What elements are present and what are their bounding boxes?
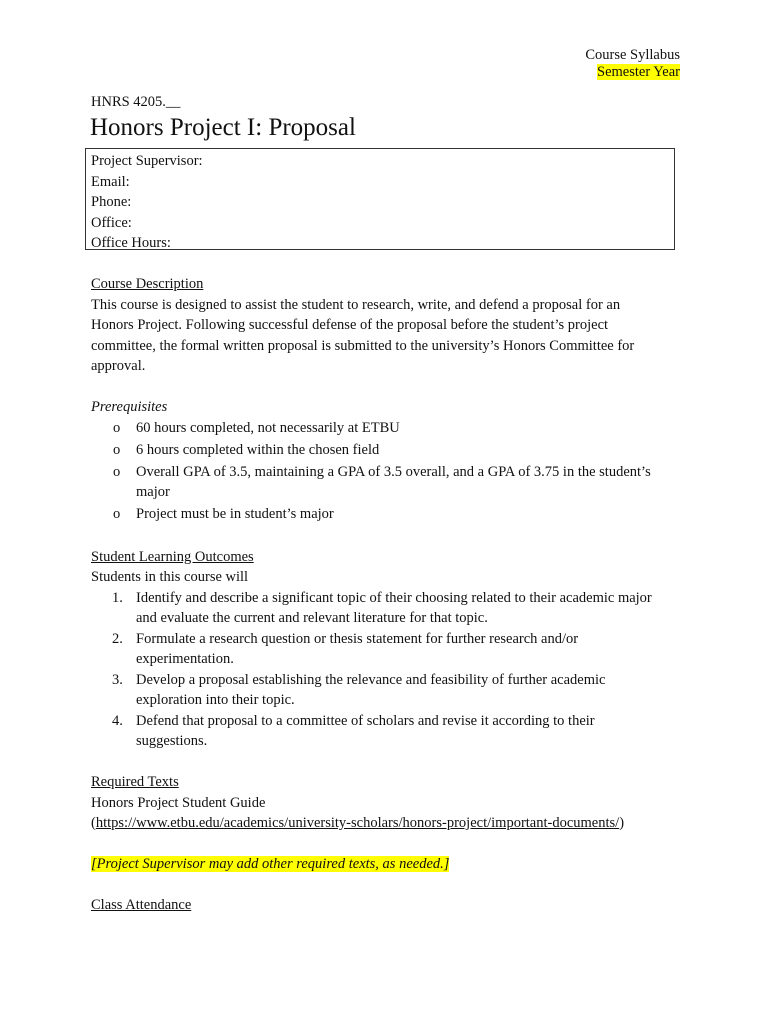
close-paren: ) bbox=[619, 815, 625, 831]
office-field: Office: bbox=[91, 214, 132, 231]
list-number: 4. bbox=[112, 712, 123, 729]
list-number: 2. bbox=[112, 630, 123, 647]
office-hours-field: Office Hours: bbox=[91, 235, 171, 251]
semester-year-highlight: Semester Year bbox=[597, 64, 680, 80]
bullet-icon: o bbox=[113, 419, 121, 436]
email-field: Email: bbox=[91, 173, 130, 190]
list-item bbox=[112, 588, 691, 629]
list-item bbox=[112, 629, 691, 670]
required-texts-heading: Required Texts bbox=[91, 774, 179, 790]
list-item-text: experimentation. bbox=[136, 651, 234, 667]
list-item-text: major bbox=[136, 484, 170, 500]
list-item-text: Identify and describe a significant topic of their choosing related to their academic major bbox=[136, 589, 652, 606]
list-item-text: 60 hours completed, not necessarily at ETBU bbox=[136, 419, 400, 436]
syllabus-body bbox=[91, 274, 691, 916]
supervisor-field: Project Supervisor: bbox=[91, 153, 203, 169]
list-item-text: and evaluate the current and relevant literature for that topic. bbox=[136, 610, 488, 626]
course-code: HNRS 4205.__ bbox=[91, 94, 181, 110]
list-number: 1. bbox=[112, 589, 123, 606]
list-item-text: Project must be in student’s major bbox=[136, 506, 334, 522]
supervisor-info-box bbox=[85, 148, 675, 250]
student-guide-link[interactable]: https://www.etbu.edu/academics/university-scholars/honors-project/important-documents/ bbox=[95, 815, 620, 831]
list-item bbox=[113, 462, 691, 503]
bullet-icon: o bbox=[113, 463, 121, 480]
prerequisites-heading: Prerequisites bbox=[91, 399, 168, 415]
course-description-heading: Course Description bbox=[91, 276, 204, 292]
open-paren: ( bbox=[91, 815, 96, 831]
list-item-text: exploration into their topic. bbox=[136, 692, 295, 708]
learning-outcomes-list bbox=[91, 588, 691, 752]
description-line: Honors Project. Following successful defense of the proposal before the student’s project bbox=[91, 317, 609, 333]
list-item-text: suggestions. bbox=[136, 733, 208, 749]
page-title: Honors Project I: Proposal bbox=[90, 114, 356, 141]
list-item bbox=[113, 504, 691, 525]
list-item-text: Defend that proposal to a committee of scholars and revise it according to their bbox=[136, 712, 595, 729]
learning-outcomes-heading: Student Learning Outcomes bbox=[91, 548, 254, 565]
description-line: This course is designed to assist the student to research, write, and defend a proposal for an bbox=[91, 296, 621, 313]
list-number: 3. bbox=[112, 671, 123, 688]
list-item bbox=[113, 440, 691, 461]
list-item-text: Develop a proposal establishing the relevance and feasibility of further academic bbox=[136, 671, 606, 688]
student-guide-title: Honors Project Student Guide bbox=[91, 794, 266, 811]
class-attendance-heading: Class Attendance bbox=[91, 897, 192, 913]
bullet-icon: o bbox=[113, 506, 121, 522]
list-item bbox=[112, 670, 691, 711]
list-item-text: Formulate a research question or thesis statement for further research and/or bbox=[136, 630, 579, 647]
description-line: approval. bbox=[91, 358, 146, 374]
prerequisites-list bbox=[91, 418, 691, 525]
list-item-text: 6 hours completed within the chosen field bbox=[136, 441, 380, 458]
list-item-text: Overall GPA of 3.5, maintaining a GPA of 3.5 overall, and a GPA of 3.75 in the student’s bbox=[136, 463, 651, 480]
description-line: committee, the formal written proposal is submitted to the university’s Honors Committee for bbox=[91, 337, 635, 354]
bullet-icon: o bbox=[113, 441, 121, 458]
document-header bbox=[585, 47, 680, 81]
list-item bbox=[112, 711, 691, 752]
required-texts-note: [Project Supervisor may add other required texts, as needed.] bbox=[91, 856, 450, 872]
learning-outcomes-intro: Students in this course will bbox=[91, 569, 249, 585]
course-description-text bbox=[91, 295, 691, 377]
list-item bbox=[113, 418, 691, 439]
header-label: Course Syllabus bbox=[585, 47, 680, 63]
student-guide-url-line bbox=[91, 813, 691, 834]
phone-field: Phone: bbox=[91, 194, 132, 210]
